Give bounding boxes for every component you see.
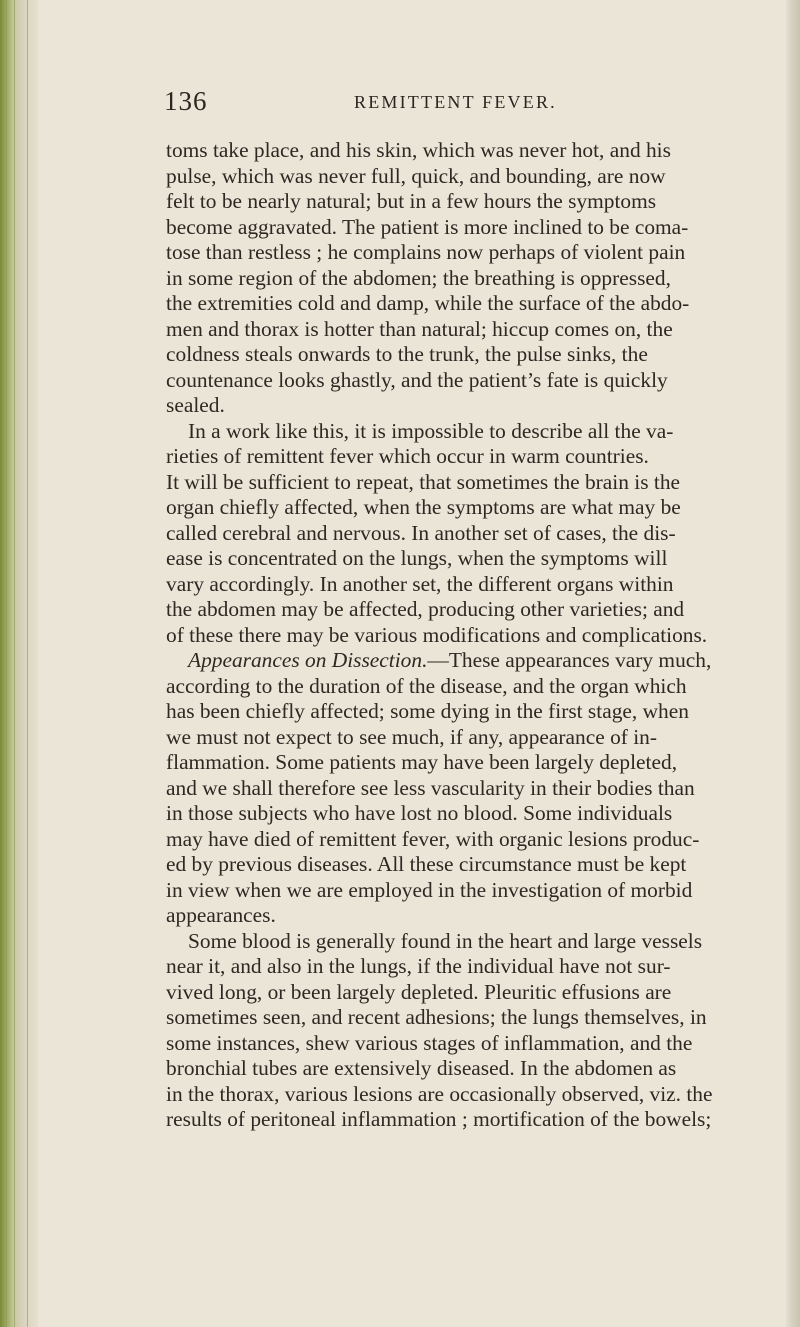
section-text: —These appearances vary much, <box>427 648 712 672</box>
text-line: sometimes seen, and recent adhesions; the lungs themselves, in <box>166 1005 707 1029</box>
text-line: appearances. <box>166 903 276 927</box>
text-line: flammation. Some patients may have been largely depleted, <box>166 750 678 774</box>
paragraph-start: In a work like this, it is impossible to describe all the va- <box>188 418 674 443</box>
gutter-line <box>27 0 28 1327</box>
running-head: REMITTENT FEVER. <box>354 92 557 112</box>
text-line: may have died of remittent fever, with organic lesions produc- <box>166 826 700 851</box>
text-line: It will be sufficient to repeat, that sometimes the brain is the <box>166 469 681 494</box>
text-line: and we shall therefore see less vascularity in their bodies than <box>166 775 695 800</box>
text-line: toms take place, and his skin, which was never hot, and his <box>166 138 671 162</box>
text-line: pulse, which was never full, quick, and bounding, are now <box>166 163 666 188</box>
text-line: men and thorax is hotter than natural; hiccup comes on, the <box>166 316 673 341</box>
text-line: tose than restless ; he complains now perhaps of violent pain <box>166 240 686 264</box>
text-line: coldness steals onwards to the trunk, the pulse sinks, the <box>166 342 648 366</box>
text-line: of these there may be various modifications and complications. <box>166 622 708 647</box>
page-number: 136 <box>164 86 208 116</box>
paragraph-start <box>166 648 782 674</box>
text-line: countenance looks ghastly, and the patient’s fate is quickly <box>166 367 668 392</box>
text-line: according to the duration of the disease, and the organ which <box>166 673 687 698</box>
text-line: results of peritoneal inflammation ; mortification of the bowels; <box>166 1107 712 1131</box>
paragraph-start: Some blood is generally found in the heart and large vessels <box>188 928 703 953</box>
text-line: called cerebral and nervous. In another set of cases, the dis- <box>166 520 676 545</box>
text-line: vary accordingly. In another set, the different organs within <box>166 571 674 596</box>
text-line: in those subjects who have lost no blood. Some individuals <box>166 801 673 825</box>
text-line: ease is concentrated on the lungs, when the symptoms will <box>166 546 668 570</box>
text-line: rieties of remittent fever which occur in warm countries. <box>166 444 649 468</box>
page-edge <box>786 0 800 1327</box>
text-line: ed by previous diseases. All these circumstance must be kept <box>166 852 687 876</box>
text-line: organ chiefly affected, when the symptoms are what may be <box>166 495 681 519</box>
text-line: some instances, shew various stages of inflammation, and the <box>166 1030 693 1055</box>
text-line: in some region of the abdomen; the breathing is oppressed, <box>166 265 671 290</box>
text-line: bronchial tubes are extensively diseased. In the abdomen as <box>166 1056 677 1080</box>
page-header <box>164 86 764 126</box>
text-line: felt to be nearly natural; but in a few hours the symptoms <box>166 189 657 213</box>
text-line: we must not expect to see much, if any, appearance of in- <box>166 724 658 749</box>
text-line: in view when we are employed in the investigation of morbid <box>166 877 693 902</box>
text-line: the extremities cold and damp, while the surface of the abdo- <box>166 291 690 315</box>
text-line: the abdomen may be affected, producing other varieties; and <box>166 597 685 621</box>
text-line: in the thorax, various lesions are occasionally observed, viz. the <box>166 1081 713 1106</box>
gutter-line <box>6 0 7 1327</box>
gutter-line <box>14 0 15 1327</box>
text-line: near it, and also in the lungs, if the individual have not sur- <box>166 954 671 978</box>
section-heading: Appearances on Dissection. <box>188 648 428 672</box>
text-line: become aggravated. The patient is more inclined to be coma- <box>166 214 689 239</box>
text-line: has been chiefly affected; some dying in the first stage, when <box>166 699 689 723</box>
text-line: vived long, or been largely depleted. Pleuritic effusions are <box>166 979 672 1004</box>
text-line: sealed. <box>166 393 225 417</box>
body-text <box>166 138 782 1133</box>
